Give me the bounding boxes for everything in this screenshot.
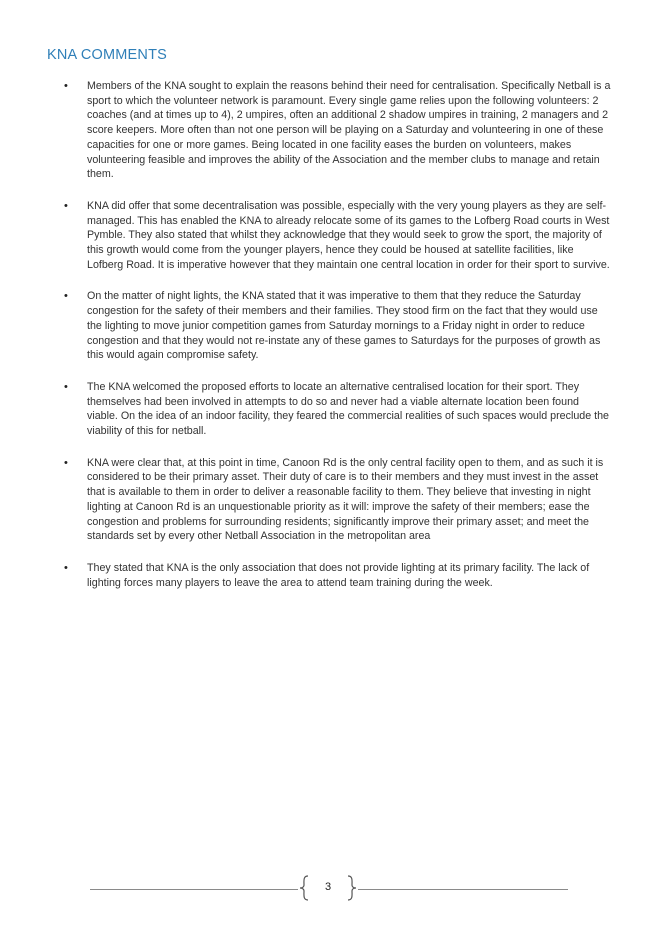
list-item [63, 380, 611, 439]
bullet-icon: • [64, 380, 68, 393]
comment-text: KNA were clear that, at this point in time, Canoon Rd is the only central facility open to them, and as such it is considered to be their primary asset. Their duty of care is to their members and they must invest in the asset that is available to them in order to deliver a reasonable facility to them. They believe that investing in night lighting at Canoon Rd is an unquestionable priority as it will: improve the safety of their members; ease the congestion and problems for surrounding residents; significantly improve their primary asset; and meet the standards set by every other Netball Association in the metropolitan area [87, 456, 604, 543]
footer-rule-right [358, 889, 568, 890]
page-footer [0, 872, 656, 912]
bullet-icon: • [64, 199, 68, 212]
bullet-icon: • [64, 80, 68, 92]
bullet-icon: • [64, 290, 68, 303]
comment-text: The KNA welcomed the proposed efforts to locate an alternative centralised location for their sport. They themselves had been involved in attempts to do so and never had a viable alternate location been found viable. On the idea of an indoor facility, they feared the commercial realities of such spaces would preclude the viability of this for netball. [87, 380, 609, 438]
left-brace-icon [298, 875, 312, 901]
bullet-icon: • [64, 456, 68, 469]
section-heading: KNA COMMENTS [47, 47, 168, 63]
right-brace-icon [344, 875, 358, 901]
comment-text: Members of the KNA sought to explain the reasons behind their need for centralisation. Specifically Netball is a sport to which the volunteer network is paramount. Every single game relies upon the following volunteers: 2 coaches (and at times up to 4), 2 umpires, often an additional 2 shadow umpires in training, 2 managers and 2 score keepers. More often than not one person will be playing on a Saturday and volunteering in one of these capacities for one or more games. Being located in one facility eases the burden on volunteers, makes volunteering feasible and improves the ability of the Association and the member clubs to manage and retain them. [87, 80, 611, 181]
comment-text: KNA did offer that some decentralisation was possible, especially with the very young players as they are self-managed. This has enabled the KNA to already relocate some of its games to the Lofberg Road courts in West Pymble. They also stated that whilst they acknowledge that they would seek to grow the sport, the majority of this growth would come from the younger players, hence they could be housed at satellite facilities, like Lofberg Road. It is imperative however that they maintain one central location in order for their sport to survive. [87, 199, 610, 271]
comment-text: They stated that KNA is the only association that does not provide lighting at its primary facility. The lack of lighting forces many players to leave the area to attend team training during the week. [87, 561, 590, 589]
list-item [63, 456, 611, 544]
comment-text: On the matter of night lights, the KNA stated that it was imperative to them that they reduce the Saturday congestion for the safety of their members and their families. They stood firm on the fact that they would use the lighting to move junior competition games from Saturday mornings to a Friday night in order to reduce congestion and that they would not re-instate any of these games to Saturdays for the purposes of growth as this would again compromise safety. [87, 290, 601, 362]
list-item [63, 289, 611, 363]
list-item [63, 199, 611, 273]
list-item [63, 561, 611, 590]
page-number: 3 [324, 881, 332, 893]
footer-rule-left [90, 889, 298, 890]
comments-list [63, 79, 611, 607]
list-item [63, 79, 611, 182]
bullet-icon: • [64, 561, 68, 574]
